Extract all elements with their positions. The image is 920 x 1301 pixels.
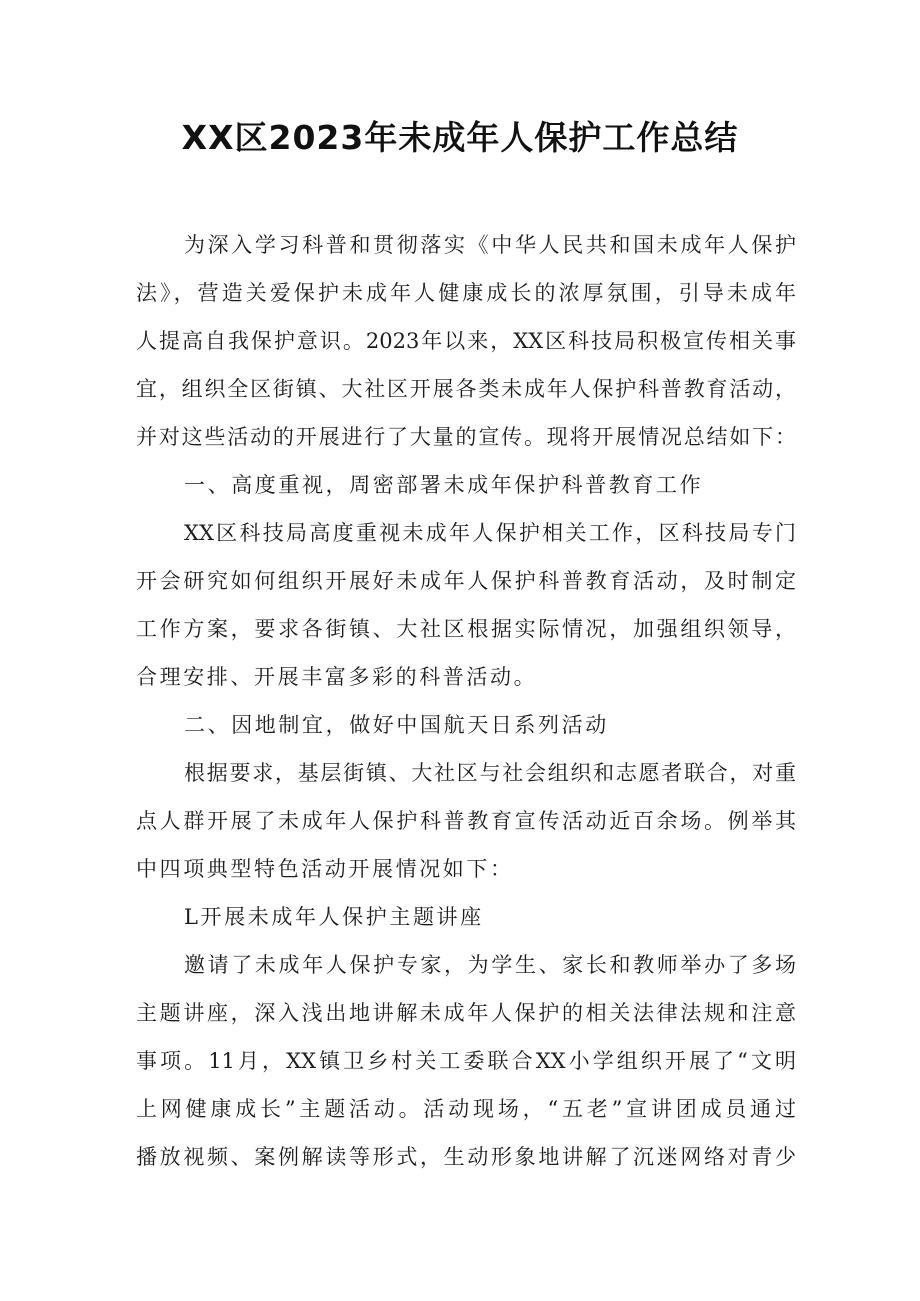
paragraph-1-line-3: 人提高自我保护意识。2023年以来，XX区科技局积极宣传相关事 (136, 329, 796, 353)
paragraph-3-line-3: 中四项典型特色活动开展情况如下： (136, 857, 514, 881)
subheading-1: L开展未成年人保护主题讲座 (184, 905, 484, 929)
paragraph-2-line-4: 合理安排、开展丰富多彩的科普活动。 (136, 665, 538, 689)
paragraph-1-line-4: 宜，组织全区街镇、大社区开展各类未成年人保护科普教育活动， (136, 377, 796, 401)
section-heading-2: 二、因地制宜，做好中国航天日系列活动 (184, 713, 609, 737)
paragraph-4-line-2: 主题讲座，深入浅出地讲解未成年人保护的相关法律法规和注意 (136, 1001, 796, 1025)
paragraph-1-line-2: 法》，营造关爱保护未成年人健康成长的浓厚氛围，引导未成年 (136, 281, 796, 305)
paragraph-1-line-1: 为深入学习科普和贯彻落实《中华人民共和国未成年人保护 (184, 233, 796, 257)
paragraph-3-line-2: 点人群开展了未成年人保护科普教育宣传活动近百余场。例举其 (136, 809, 796, 833)
paragraph-4-line-4: 上网健康成长”主题活动。活动现场，“五老”宣讲团成员通过 (136, 1097, 796, 1121)
paragraph-1-line-5: 并对这些活动的开展进行了大量的宣传。现将开展情况总结如下： (136, 425, 796, 449)
paragraph-4-line-3: 事项。11月，XX镇卫乡村关工委联合XX小学组织开展了“文明 (136, 1049, 796, 1073)
paragraph-2-line-2: 开会研究如何组织开展好未成年人保护科普教育活动，及时制定 (136, 569, 796, 593)
section-heading-1: 一、高度重视，周密部署未成年保护科普教育工作 (184, 473, 704, 497)
paragraph-3-line-1: 根据要求，基层街镇、大社区与社会组织和志愿者联合，对重 (184, 761, 796, 785)
paragraph-2-line-3: 工作方案，要求各街镇、大社区根据实际情况，加强组织领导， (136, 617, 796, 641)
paragraph-4-line-1: 邀请了未成年人保护专家，为学生、家长和教师举办了多场 (184, 953, 796, 977)
document-title: XX区2023年未成年人保护工作总结 (181, 118, 739, 157)
paragraph-2-line-1: XX区科技局高度重视未成年人保护相关工作，区科技局专门 (184, 521, 796, 545)
paragraph-4-line-5: 播放视频、案例解读等形式，生动形象地讲解了沉迷网络对青少 (136, 1145, 796, 1169)
